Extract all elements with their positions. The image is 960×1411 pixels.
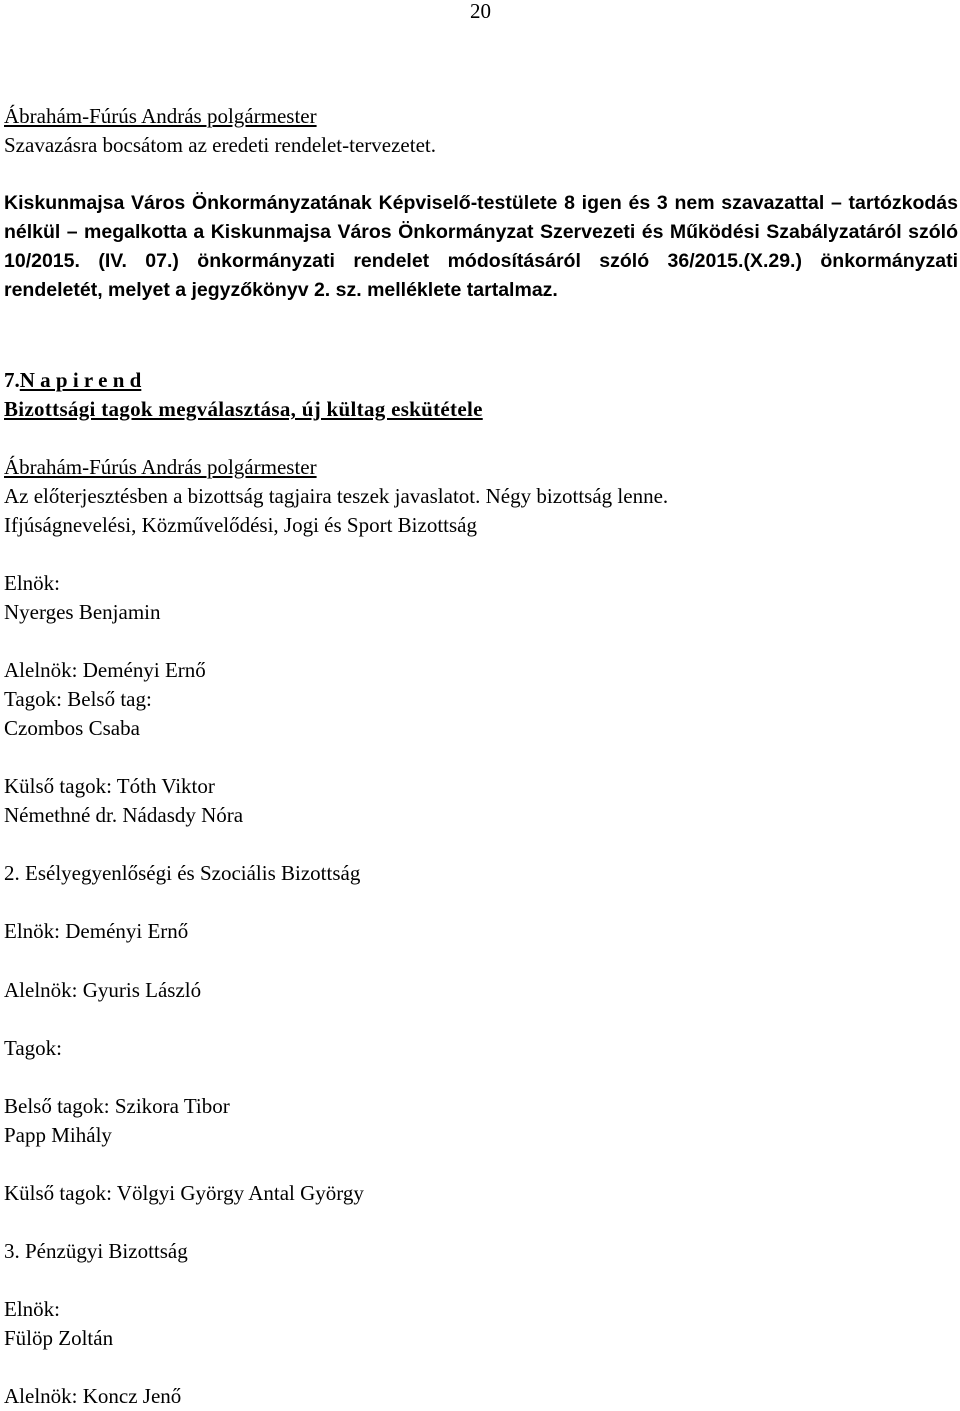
committee-3-title: 3. Pénzügyi Bizottság <box>4 1239 188 1263</box>
committee-2-external-member: Külső tagok: Völgyi György Antal György <box>4 1181 364 1205</box>
committee-2-title: 2. Esélyegyenlőségi és Szociális Bizottság <box>4 861 361 885</box>
resolution-text: Kiskunmajsa Város Önkormányzatának Képviselő-testülete 8 igen és 3 nem szavazattal – tartózkodás nélkül – megalkotta a Kiskunmajsa Város Önkormányzat Szervezeti és Működési Szabályzatáról szóló 10/2015. (IV. 07.) önkormányzati rendelet módosításáról szóló 36/2015.(X.29.) önkormányzati rendeletét, melyet a jegyzőkönyv 2. sz. melléklete tartalmaz. <box>4 192 958 301</box>
committee-1-vice-chair: Alelnök: Deményi Ernő <box>4 658 206 682</box>
committee-3-chair-label: Elnök: <box>4 1297 60 1321</box>
speaker-statement-1: Szavazásra bocsátom az eredeti rendelet-tervezetet. <box>4 133 436 157</box>
committee-1-external-member: Külső tagok: Tóth Viktor <box>4 774 215 798</box>
committee-1-chair-label: Elnök: <box>4 571 60 595</box>
agenda-heading <box>4 366 141 395</box>
committee-2-chair: Elnök: Deményi Ernő <box>4 919 189 943</box>
speaker-name-2: Ábrahám-Fúrús András polgármester <box>4 455 317 479</box>
committee-2-internal-member: Belső tagok: Szikora Tibor <box>4 1094 230 1118</box>
committee-2-vice-chair: Alelnök: Gyuris László <box>4 978 202 1002</box>
committee-1-members-label: Tagok: Belső tag: <box>4 687 152 711</box>
committee-1-title: Ifjúságnevelési, Közművelődési, Jogi és Sport Bizottság <box>4 513 478 537</box>
committee-1-internal-member: Czombos Csaba <box>4 716 140 740</box>
committee-1-external-member-2: Némethné dr. Nádasdy Nóra <box>4 803 244 827</box>
speaker-statement-2: Az előterjesztésben a bizottság tagjaira teszek javaslatot. Négy bizottság lenne. <box>4 484 669 508</box>
committee-2-members-label: Tagok: <box>4 1036 63 1060</box>
agenda-number: 7. <box>4 368 20 392</box>
agenda-label: N a p i r e n d <box>19 368 142 392</box>
committee-3-vice-chair: Alelnök: Koncz Jenő <box>4 1384 182 1408</box>
page-number: 20 <box>470 0 491 23</box>
committee-1-chair: Nyerges Benjamin <box>4 600 161 624</box>
agenda-title: Bizottsági tagok megválasztása, új kültag eskütétele <box>4 397 483 421</box>
committee-2-internal-member-2: Papp Mihály <box>4 1123 112 1147</box>
speaker-name-1: Ábrahám-Fúrús András polgármester <box>4 104 317 128</box>
committee-3-chair: Fülöp Zoltán <box>4 1326 114 1350</box>
